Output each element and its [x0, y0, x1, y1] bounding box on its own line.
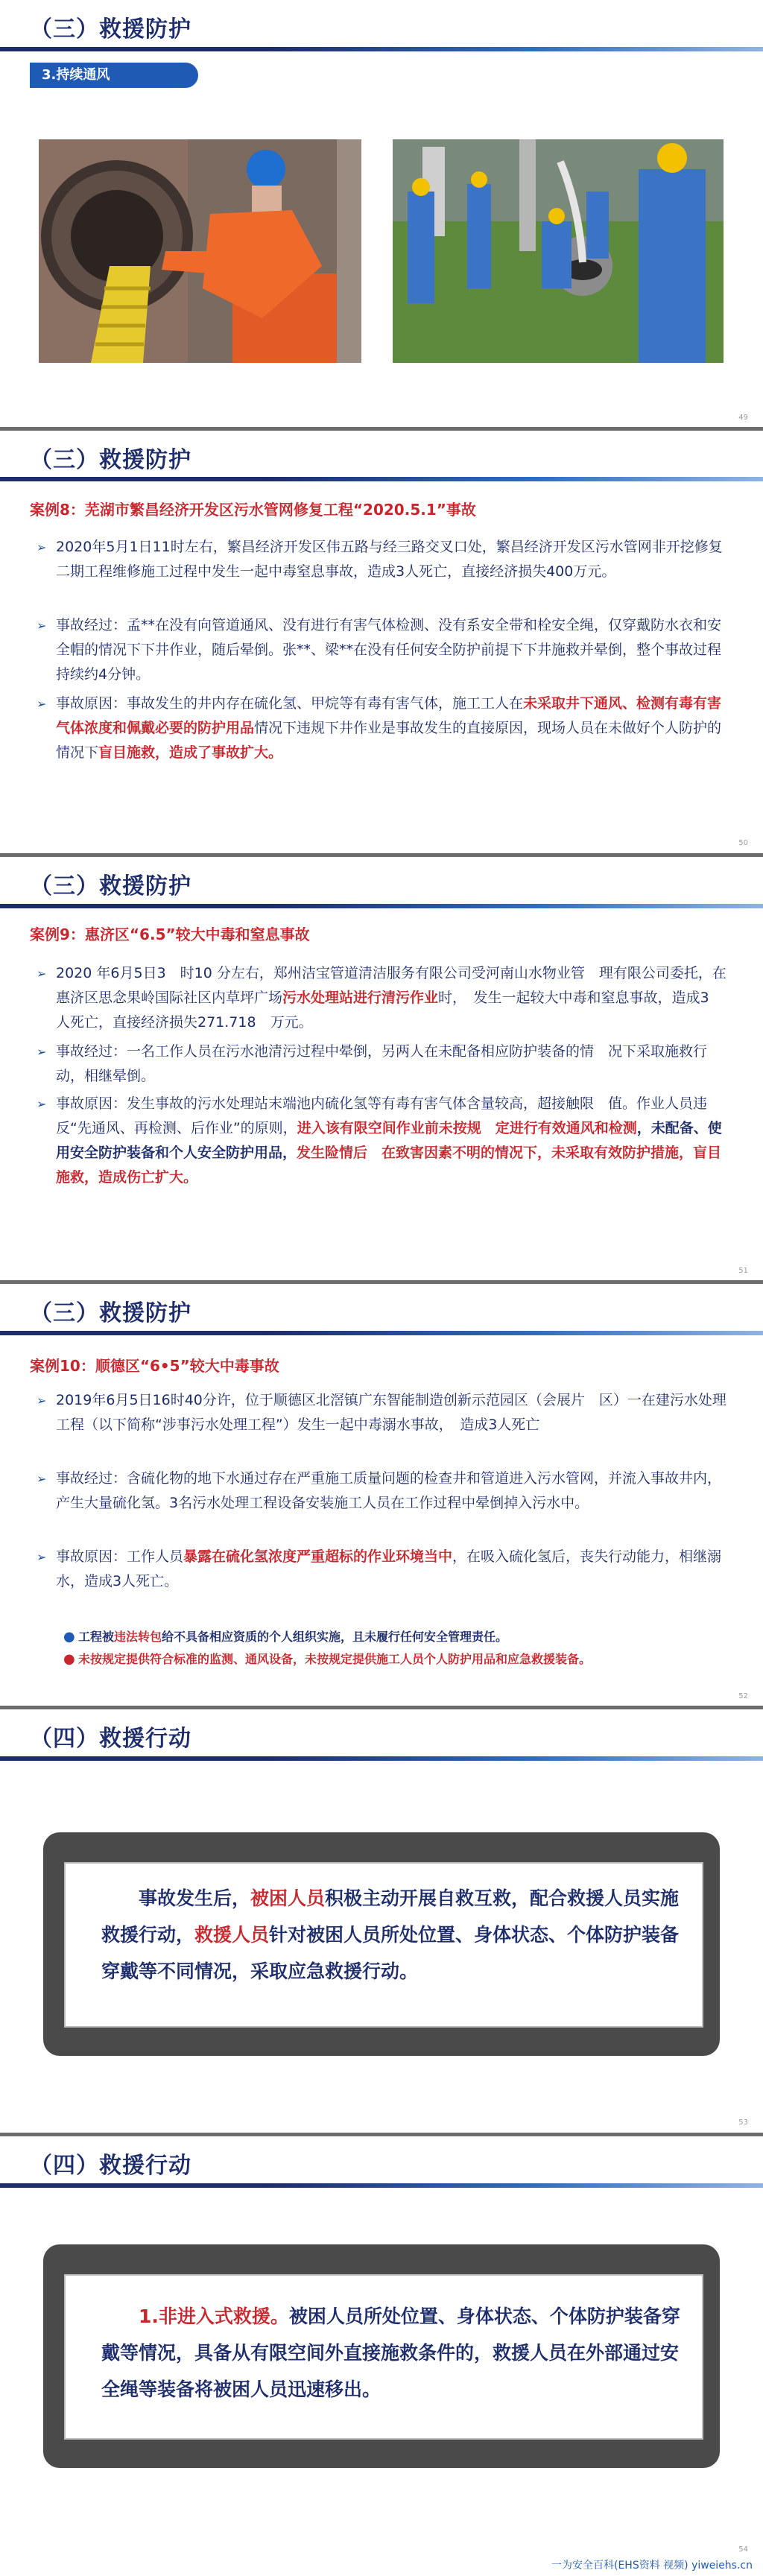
photo-ventilation-duct	[39, 139, 361, 363]
page-number: 50	[738, 839, 748, 847]
case-process: ➢ 事故经过：一名工作人员在污水池清污过程中晕倒，另两人在未配备相应防护装备的情 况下采取施救行动，相继晕倒。	[56, 1039, 726, 1089]
arrow-icon: ➢	[37, 1550, 47, 1564]
slide-non-entry-rescue	[0, 2136, 763, 2576]
bullet-no-equipment: ● 未按规定提供符合标准的监测、通风设备，未按规定提供施工人员个人防护用品和应急救援装备。	[78, 1649, 719, 1670]
arrow-icon: ➢	[37, 966, 47, 981]
arrow-icon: ➢	[37, 1472, 47, 1486]
case-process: ➢ 事故经过：孟**在没有向管道通风、没有进行有害气体检测、没有系安全带和栓安全绳，仅穿戴防水衣和安全帽的情况下下井作业，随后晕倒。张**、梁**在没有任何安全防护前提下下井施救并晕倒，整个事故过程持续约4分钟。	[56, 613, 726, 687]
section-title: （三）救援防护	[30, 1300, 191, 1326]
photo-manhole-rescue	[393, 139, 724, 363]
text-card	[43, 2244, 720, 2468]
title-bar	[0, 477, 763, 481]
bullet-dot-icon: ●	[63, 1629, 75, 1645]
case-process: ➢ 事故经过：含硫化物的地下水通过存在严重施工质量问题的检查井和管道进入污水管网，并流入事故井内，产生大量硫化氢。3名污水处理工程设备安装施工人员在工作过程中晕倒掉入污水中。	[56, 1466, 726, 1516]
slide-case-10	[0, 1284, 763, 1706]
case-cause: ➢ 事故原因：发生事故的污水处理站末端池内硫化氢等有毒有害气体含量较高，超接触限 值。作业人员违反“先通风、再检测、后作业”的原则，进入该有限空间作业前未按规 定进行有效通风和检测，未配备、使用安全防护装备和个人安全防护用品，发生险情后 在致害因素不明的情况下，未采取有效防护措施，盲目施救，造成伤亡扩大。	[56, 1092, 726, 1190]
case-summary: ➢ 2020 年6月5日3 时10 分左右，郑州洁宝管道清洁服务有限公司受河南山水物业管 理有限公司委托，在惠济区思念果岭国际社区内草坪广场污水处理站进行清污作业时， 发生一起较大中毒和窒息事故，造成3 人死亡，直接经济损失271.718 万元。	[56, 961, 726, 1035]
card-text: 1.非进入式救援。被困人员所处位置、身体状态、个体防护装备穿戴等情况，具备从有限空间外直接施救条件的，救援人员在外部通过安全绳等装备将被困人员迅速移出。	[101, 2306, 680, 2400]
case-cause: ➢ 事故原因：工作人员暴露在硫化氢浓度严重超标的作业环境当中，在吸入硫化氢后，丧失行动能力，相继溺水，造成3人死亡。	[56, 1545, 726, 1594]
card-inner	[64, 1862, 703, 2028]
title-bar	[0, 904, 763, 908]
case-title: 案例8：芜湖市繁昌经济开发区污水管网修复工程“2020.5.1”事故	[30, 501, 476, 519]
card-inner	[64, 2274, 703, 2440]
arrow-icon: ➢	[37, 1393, 47, 1408]
title-bar	[0, 47, 763, 51]
bullet-illegal-subcontract: ● 工程被违法转包给不具备相应资质的个人组织实施，且未履行任何安全管理责任。	[78, 1627, 719, 1648]
case-title: 案例9：惠济区“6.5”较大中毒和窒息事故	[30, 925, 310, 943]
case-summary: ➢ 2019年6月5日16时40分许，位于顺德区北滘镇广东智能制造创新示范园区（会展片 区）一在建污水处理工程（以下简称“涉事污水处理工程”）发生一起中毒溺水事故， 造成3人死亡	[56, 1388, 726, 1437]
title-bar	[0, 1331, 763, 1335]
bullet-dot-icon: ●	[63, 1651, 75, 1667]
page-number: 49	[738, 414, 748, 422]
slide-rescue-action	[0, 1709, 763, 2133]
arrow-icon: ➢	[37, 697, 47, 711]
slide-case-8	[0, 431, 763, 853]
section-title: （三）救援防护	[30, 447, 191, 473]
section-title: （三）救援防护	[30, 16, 191, 42]
section-title: （三）救援防护	[30, 873, 191, 899]
arrow-icon: ➢	[37, 540, 47, 554]
section-title: （四）救援行动	[30, 2153, 191, 2179]
slide-case-9	[0, 857, 763, 1280]
title-bar	[0, 2183, 763, 2188]
arrow-icon: ➢	[37, 1045, 47, 1059]
section-title: （四）救援行动	[30, 1726, 191, 1752]
page-number: 54	[738, 2545, 748, 2554]
case-cause: ➢ 事故原因：事故发生的井内存在硫化氢、甲烷等有毒有害气体，施工工人在未采取井下通风、检测有毒有害气体浓度和佩戴必要的防护用品情况下违规下井作业是事故发生的直接原因，现场人员在未做好个人防护的情况下盲目施救，造成了事故扩大。	[56, 692, 726, 765]
page-number: 52	[738, 1692, 748, 1700]
case-summary: ➢ 2020年5月1日11时左右，繁昌经济开发区伟五路与经三路交叉口处，繁昌经济开发区污水管网非开挖修复二期工程维修施工过程中发生一起中毒窒息事故，造成3人死亡，直接经济损失400万元。	[56, 535, 726, 584]
slide-ventilation	[0, 0, 763, 427]
subtitle-pill: 3.持续通风	[30, 63, 198, 88]
page-number: 53	[738, 2118, 748, 2127]
arrow-icon: ➢	[37, 1097, 47, 1111]
page-number: 51	[738, 1267, 748, 1275]
card-text: 事故发生后，被困人员积极主动开展自救互救，配合救援人员实施救援行动，救援人员针对被困人员所处位置、身体状态、个体防护装备穿戴等不同情况，采取应急救援行动。	[101, 1887, 680, 1982]
text-card	[43, 1832, 720, 2056]
title-bar	[0, 1756, 763, 1761]
case-title: 案例10：顺德区“6•5”较大中毒事故	[30, 1357, 279, 1375]
footer-watermark: 一为安全百科(EHS资料 视频) yiweiehs.cn	[551, 2560, 753, 2572]
arrow-icon: ➢	[37, 618, 47, 633]
